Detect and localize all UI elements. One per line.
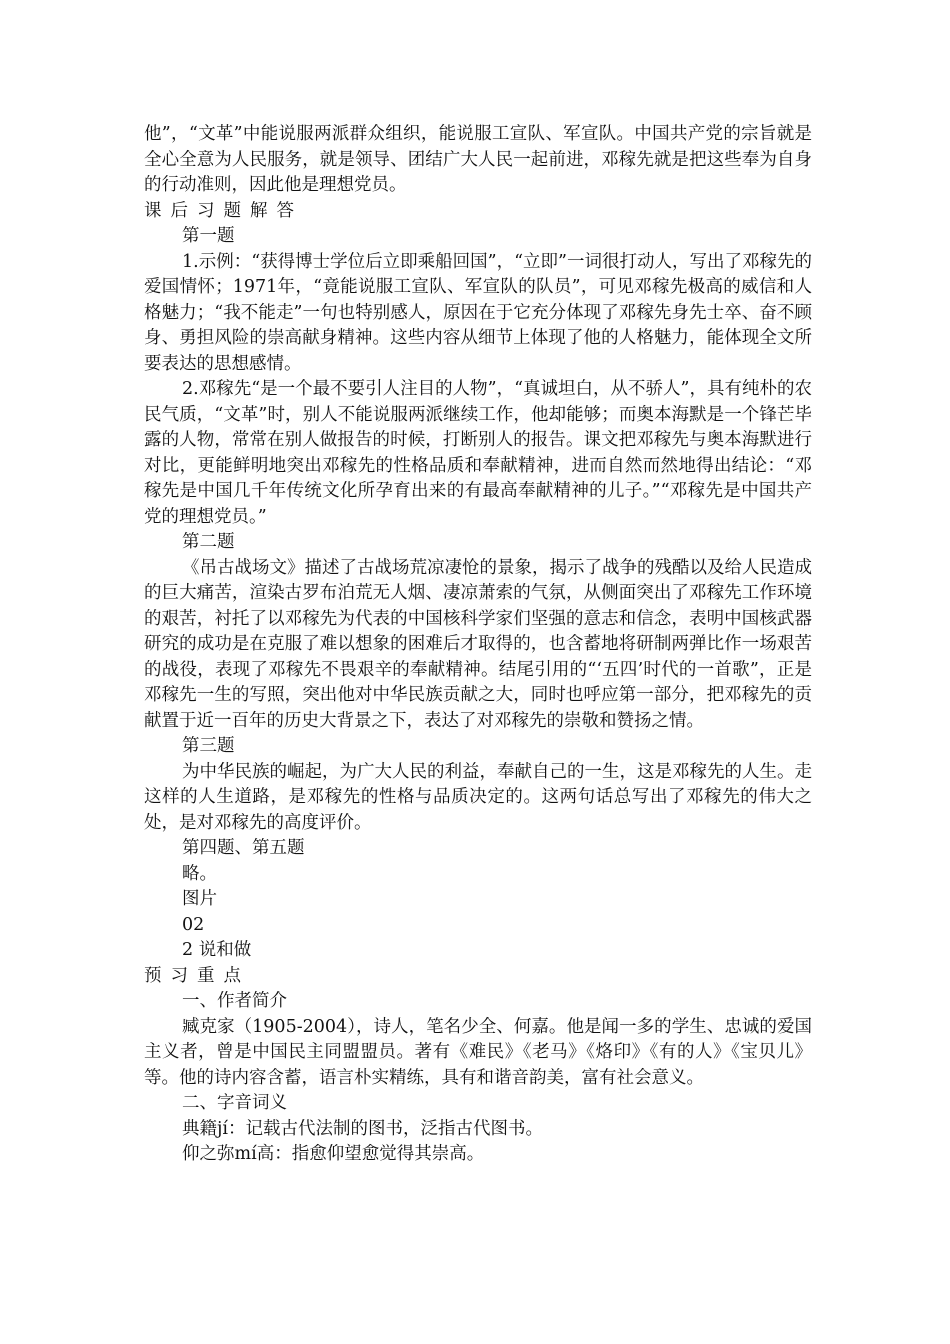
lesson-title: 2 说和做	[182, 940, 252, 960]
document-body	[144, 122, 812, 1168]
subheading-author-intro: 一、作者简介	[182, 991, 287, 1011]
vocabulary-item: 仰之弥mí高：指愈仰望愈觉得其崇高。	[182, 1144, 485, 1164]
answer-paragraph: 为中华民族的崛起，为广大人民的利益，奉献自己的一生，这是邓稼先的人生。走这样的人生道路，是邓稼先的性格与品质决定的。这两句话总写出了邓稼先的伟大之处，是对邓稼先的高度评价。	[144, 761, 812, 833]
answer-paragraph: 略。	[182, 863, 217, 884]
answer-paragraph: 2.邓稼先“是一个最不要引人注目的人物”，“真诚坦白，从不骄人”，具有纯朴的农民气质，“文革”时，别人不能说服两派继续工作，他却能够；而奥本海默是一个锋芒毕露的人物，常常在别人做报告的时候，打断别人的报告。课文把邓稼先与奥本海默进行对比，更能鲜明地突出邓稼先的性格品质和奉献精神，进而自然而然地得出结论：“邓稼先是中国几千年传统文化所孕育出来的有最高奉献精神的儿子。”“邓稼先是中国共产党的理想党员。”	[144, 379, 812, 527]
question-heading-1: 第一题	[182, 226, 235, 246]
author-paragraph: 臧克家（1905-2004），诗人，笔名少全、何嘉。他是闻一多的学生、忠诚的爱国主义者，曾是中国民主同盟盟员。著有《难民》《老马》《烙印》《有的人》《宝贝儿》等。他的诗内容含蓄，语言朴实精练，具有和谐音韵美，富有社会意义。	[144, 1016, 812, 1088]
section-number: 02	[182, 914, 205, 935]
paragraph-continuation: 他”，“文革”中能说服两派群众组织，能说服工宣队、军宣队。中国共产党的宗旨就是全心全意为人民服务，就是领导、团结广大人民一起前进，邓稼先就是把这些奉为自身的行动准则，因此他是理想党员。	[144, 124, 812, 195]
answer-paragraph: 《吊古战场文》描述了古战场荒凉凄怆的景象，揭示了战争的残酷以及给人民造成的巨大痛苦，渲染古罗布泊荒无人烟、凄凉萧索的气氛，从侧面突出了邓稼先工作环境的艰苦，衬托了以邓稼先为代表的中国核科学家们坚强的意志和信念，表明中国核武器研究的成功是在克服了难以想象的困难后才取得的，也含蓄地将研制两弹比作一场艰苦的战役，表现了邓稼先不畏艰辛的奉献精神。结尾引用的“‘五四’时代的一首歌”，正是邓稼先一生的写照，突出他对中华民族贡献之大，同时也呼应第一部分，把邓稼先的贡献置于近一百年的历史大背景之下，表达了对邓稼先的崇敬和赞扬之情。	[144, 557, 812, 731]
question-heading-3: 第三题	[182, 736, 235, 756]
section-heading-exercise-answers: 课后习题解答	[144, 200, 303, 221]
vocabulary-item: 典籍jí：记载古代法制的图书，泛指古代图书。	[182, 1118, 544, 1139]
section-heading-preview: 预习重点	[144, 965, 250, 986]
answer-paragraph: 1.示例：“获得博士学位后立即乘船回国”，“立即”一词很打动人，写出了邓稼先的爱国情怀；1971年，“竟能说服工宣队、军宣队的队员”，可见邓稼先极高的威信和人格魅力；“我不能走”一句也特别感人，原因在于它充分体现了邓稼先身先士卒、奋不顾身、勇担风险的崇高献身精神。这些内容从细节上体现了他的人格魅力，能体现全文所要表达的思想感情。	[144, 251, 812, 374]
subheading-vocabulary: 二、字音词义	[182, 1093, 287, 1113]
question-heading-4-5: 第四题、第五题	[182, 838, 305, 858]
image-placeholder-label: 图片	[182, 889, 217, 909]
question-heading-2: 第二题	[182, 532, 235, 552]
